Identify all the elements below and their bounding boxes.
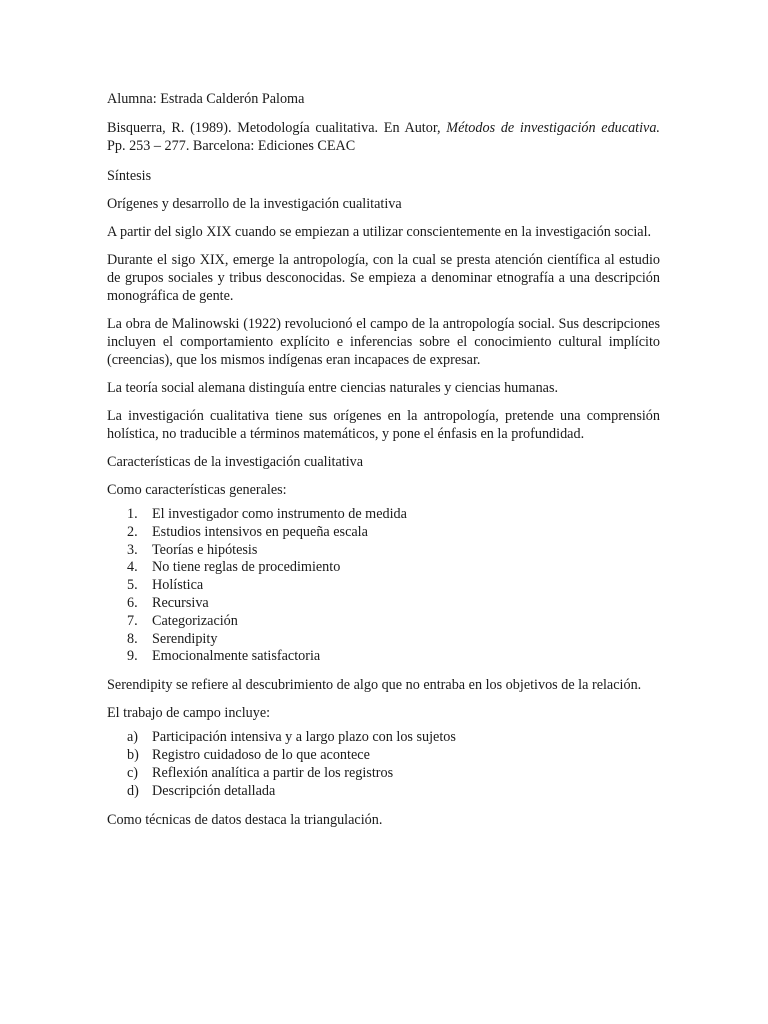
list-marker: c) bbox=[127, 764, 139, 781]
list-item-text: Reflexión analítica a partir de los registros bbox=[152, 764, 394, 781]
list-item-text: Serendipity bbox=[152, 630, 218, 647]
list-item bbox=[107, 747, 660, 765]
document-page bbox=[107, 90, 660, 839]
list-item-text: Registro cuidadoso de lo que acontece bbox=[152, 746, 370, 763]
serendipity-paragraph: Serendipity se refiere al descubrimiento de algo que no entraba en los objetivos de la relación. bbox=[107, 677, 642, 694]
list-marker: 6. bbox=[127, 594, 138, 611]
list-marker: 1. bbox=[127, 506, 138, 522]
list-item-text: Recursiva bbox=[152, 594, 209, 611]
list-item bbox=[107, 631, 660, 649]
list-item-text: Emocionalmente satisfactoria bbox=[152, 648, 321, 665]
author-line: Alumna: Estrada Calderón Paloma bbox=[107, 91, 305, 107]
list-item bbox=[107, 524, 660, 542]
list-item-text: El investigador como instrumento de medida bbox=[152, 506, 407, 522]
paragraph: La investigación cualitativa tiene sus orígenes en la antropología, pretende una comprensión holística, no traducible a términos matemáticos, y pone el énfasis en la profundidad. bbox=[107, 408, 660, 442]
list-marker: 7. bbox=[127, 612, 138, 629]
list-marker: b) bbox=[127, 746, 139, 763]
reference-title: Métodos de investigación educativa. bbox=[446, 120, 660, 136]
fieldwork-list bbox=[107, 729, 660, 800]
list-marker: 3. bbox=[127, 541, 138, 558]
heading-characteristics: Características de la investigación cualitativa bbox=[107, 454, 364, 470]
intro-general: Como características generales: bbox=[107, 482, 287, 498]
paragraph: A partir del siglo XIX cuando se empiezan a utilizar conscientemente en la investigación social. bbox=[107, 224, 652, 240]
list-marker: 5. bbox=[127, 577, 138, 594]
list-marker: 4. bbox=[127, 559, 138, 576]
list-item bbox=[107, 613, 660, 631]
list-item-text: Teorías e hipótesis bbox=[152, 541, 258, 558]
list-item-text: Estudios intensivos en pequeña escala bbox=[152, 523, 368, 540]
characteristics-list bbox=[107, 506, 660, 666]
list-marker: a) bbox=[127, 729, 139, 746]
reference-details: Pp. 253 – 277. Barcelona: Ediciones CEAC bbox=[107, 138, 356, 154]
list-item bbox=[107, 506, 660, 524]
paragraph: Durante el sigo XIX, emerge la antropología, con la cual se presta atención científica al estudio de grupos sociales y tribus desconocidas. Se empieza a denominar etnografía a una descripción monográfica de gente. bbox=[107, 252, 660, 304]
list-item bbox=[107, 559, 660, 577]
bibliographic-reference bbox=[107, 119, 660, 155]
list-marker: 2. bbox=[127, 523, 138, 540]
reference-authors: Bisquerra, R. (1989). Metodología cualitativa. En Autor, bbox=[107, 120, 447, 136]
list-item bbox=[107, 577, 660, 595]
list-item bbox=[107, 542, 660, 560]
list-item-text: Categorización bbox=[152, 612, 238, 629]
paragraph: La teoría social alemana distinguía entre ciencias naturales y ciencias humanas. bbox=[107, 380, 559, 396]
list-marker: 9. bbox=[127, 648, 138, 665]
list-marker: 8. bbox=[127, 630, 138, 647]
list-item-text: No tiene reglas de procedimiento bbox=[152, 559, 341, 576]
list-item bbox=[107, 729, 660, 747]
closing-sentence: Como técnicas de datos destaca la triangulación. bbox=[107, 812, 383, 829]
list-item bbox=[107, 783, 660, 801]
list-item bbox=[107, 765, 660, 783]
paragraph: La obra de Malinowski (1922) revolucionó el campo de la antropología social. Sus descripciones incluyen el comportamiento explícito e inferencias sobre el conocimiento cultural implícito (creencias), que los mismos indígenas eran incapaces de expresar. bbox=[107, 316, 660, 368]
fieldwork-intro: El trabajo de campo incluye: bbox=[107, 705, 271, 722]
list-item-text: Participación intensiva y a largo plazo con los sujetos bbox=[152, 729, 456, 746]
list-item bbox=[107, 648, 660, 666]
heading-origins: Orígenes y desarrollo de la investigación cualitativa bbox=[107, 196, 402, 212]
list-marker: d) bbox=[127, 782, 139, 799]
list-item-text: Descripción detallada bbox=[152, 782, 276, 799]
heading-synthesis: Síntesis bbox=[107, 168, 152, 184]
list-item-text: Holística bbox=[152, 577, 204, 594]
list-item bbox=[107, 595, 660, 613]
